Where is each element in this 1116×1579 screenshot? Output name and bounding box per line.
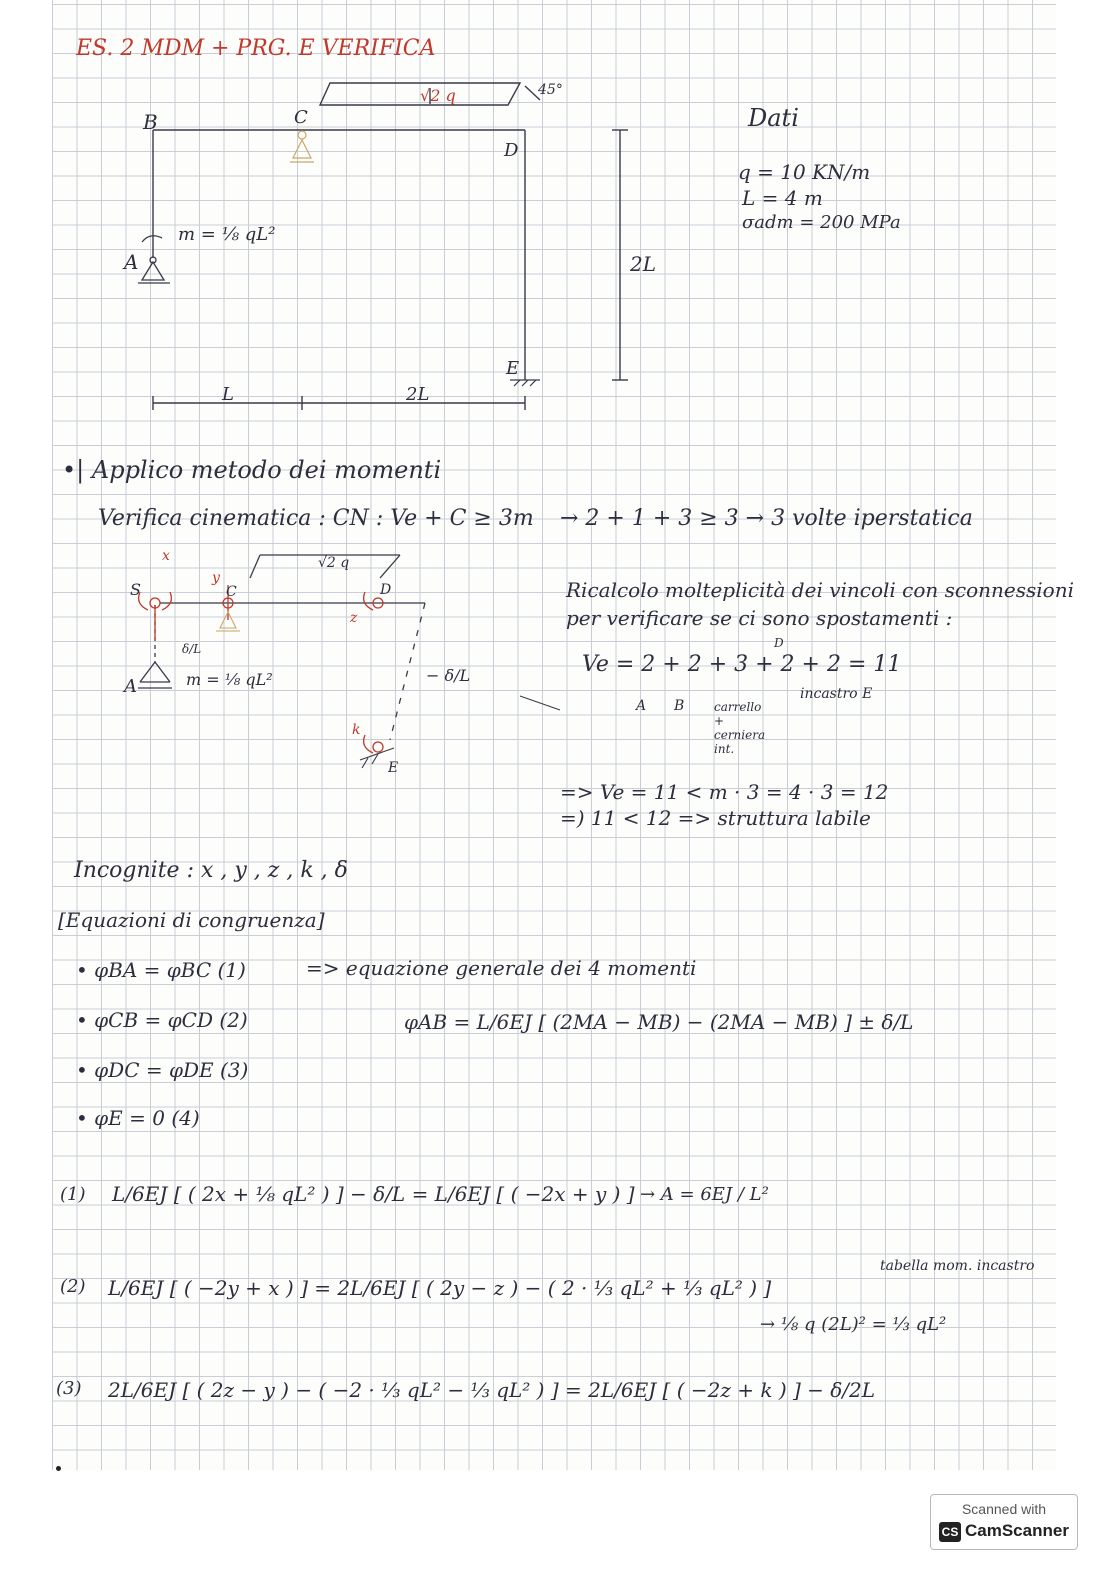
- node-d2-label: D: [380, 582, 392, 598]
- dati-sigma: σadm = 200 MPa: [742, 212, 901, 233]
- minus-delta-label: − δ/L: [426, 666, 471, 685]
- camscanner-badge: [930, 1494, 1078, 1550]
- result-line-1: => Ve = 11 < m · 3 = 4 · 3 = 12: [560, 780, 889, 804]
- congruence-heading: [Equazioni di congruenza]: [58, 908, 325, 932]
- result-line-2: =) 11 < 12 => struttura labile: [560, 806, 871, 830]
- section-heading: •| Applico metodo dei momenti: [62, 456, 442, 484]
- node-c2-label: C: [226, 584, 237, 600]
- note-line-2: per verificare se ci sono spostamenti :: [566, 606, 953, 630]
- unknown-s-label: S: [130, 580, 141, 599]
- unknown-x-label: x: [162, 548, 170, 564]
- angle-label: 45°: [538, 82, 563, 98]
- equation-2: • φCB = φCD (2): [76, 1008, 248, 1032]
- eq-1-right: → A = 6EJ / L²: [640, 1184, 769, 1205]
- node-a2-label: A: [124, 676, 137, 697]
- node-e-label: E: [506, 358, 520, 379]
- delta-l-label: δ/L: [182, 642, 202, 656]
- node-b-label: B: [143, 110, 158, 134]
- note-line-1: Ricalcolo molteplicità dei vincoli con sconnessioni: [566, 578, 1074, 602]
- moment-label: m = ⅛ qL²: [178, 224, 276, 245]
- unknown-k-label: k: [352, 722, 361, 738]
- node-d-label: D: [504, 140, 519, 161]
- load-label: √2 q: [420, 86, 456, 105]
- verifica-cinematica: Verifica cinematica : CN : Ve + C ≥ 3m: [98, 506, 534, 531]
- ve-equation: Ve = 2 + 2 + 3 + 2 + 2 = 11: [582, 652, 902, 677]
- dati-l: L = 4 m: [742, 186, 823, 210]
- badge-caption: Scanned with: [961, 1501, 1047, 1517]
- eq-3-body: 2L/6EJ [ ( 2z − y ) − ( −2 · ⅓ qL² − ⅓ qL² ) ] = 2L/6EJ [ ( −2z + k ) ] − δ/2L: [108, 1378, 876, 1402]
- badge-brand: CamScanner: [965, 1521, 1069, 1540]
- span-2l-dimension: 2L: [406, 384, 430, 405]
- grid-paper-sheet: [52, 0, 1056, 1470]
- eq-2-number: (2): [60, 1276, 86, 1297]
- ve-d-label: D: [774, 636, 784, 650]
- load2-label: √2 q: [318, 555, 350, 571]
- verifica-result: → 2 + 1 + 3 ≥ 3 → 3 volte iperstatica: [560, 506, 973, 531]
- bottom-dot: [56, 1466, 61, 1471]
- unknown-z-label: z: [350, 610, 358, 626]
- eq-2-body: L/6EJ [ ( −2y + x ) ] = 2L/6EJ [ ( 2y − z ) − ( 2 · ⅓ qL² + ⅓ qL² ) ]: [108, 1276, 772, 1300]
- moment2-label: m = ⅛ qL²: [186, 670, 273, 689]
- dati-title: Dati: [748, 104, 799, 132]
- eq-2-note: tabella mom. incastro: [880, 1258, 1035, 1274]
- height-dimension: 2L: [630, 252, 657, 276]
- span-l-dimension: L: [222, 384, 234, 405]
- ve-ann-c: carrello + cerniera int.: [714, 700, 766, 756]
- eq-1-body: L/6EJ [ ( 2x + ⅛ qL² ) ] − δ/L = L/6EJ [ ( −2x + y ) ]: [112, 1182, 635, 1206]
- node-a-label: A: [124, 250, 139, 274]
- eq-1-number: (1): [60, 1184, 86, 1205]
- equation-4: • φE = 0 (4): [76, 1106, 200, 1130]
- equation-1: • φBA = φBC (1): [76, 958, 246, 982]
- eq-3-number: (3): [56, 1378, 82, 1399]
- ve-ann-b: B: [674, 698, 685, 714]
- ve-ann-a: A: [636, 698, 647, 714]
- ve-ann-e: incastro E: [800, 686, 873, 702]
- general-equation: φAB = L/6EJ [ (2MA − MB) − (2MA − MB) ] ± δ/L: [404, 1010, 914, 1034]
- page-title: ES. 2 MDM + PRG. E VERIFICA: [76, 36, 436, 61]
- node-c-label: C: [294, 107, 308, 128]
- camscanner-logo-icon: CS: [939, 1522, 961, 1542]
- unknown-y-label: y: [212, 570, 220, 586]
- eq-2-sub: → ⅛ q (2L)² = ⅓ qL²: [760, 1314, 947, 1335]
- equation-3: • φDC = φDE (3): [76, 1058, 249, 1082]
- unknowns-line: Incognite : x , y , z , k , δ: [74, 858, 348, 883]
- dati-q: q = 10 KN/m: [738, 160, 871, 184]
- equation-1-arrow: => equazione generale dei 4 momenti: [306, 956, 697, 980]
- node-e2-label: E: [388, 760, 399, 776]
